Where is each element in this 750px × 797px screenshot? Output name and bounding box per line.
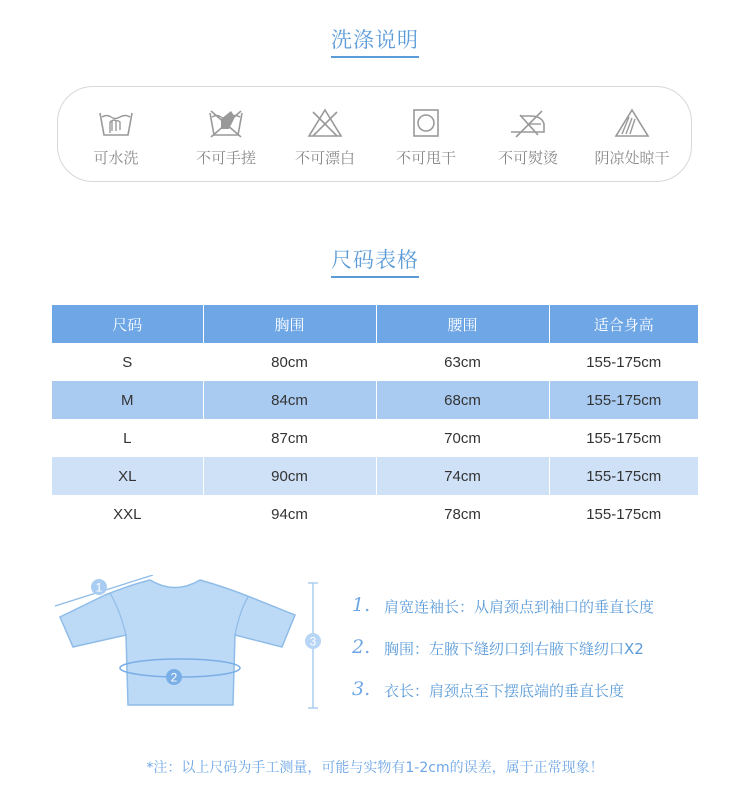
svg-text:1: 1 [95, 580, 103, 595]
care-instructions-panel [57, 86, 692, 182]
table-cell: M [52, 381, 203, 419]
table-row [52, 457, 698, 495]
table-cell: 155-175cm [549, 381, 698, 419]
table-cell: 74cm [376, 457, 549, 495]
measurement-number: 3. [352, 678, 371, 700]
garment-shape [60, 580, 295, 705]
measurement-item [352, 636, 654, 678]
column-header: 适合身高 [549, 305, 698, 343]
column-header: 腰围 [376, 305, 549, 343]
care-label: 不可甩干 [395, 149, 456, 167]
no-bleach-icon [305, 107, 345, 139]
table-row [52, 495, 698, 533]
svg-text:3: 3 [309, 634, 317, 649]
care-label: 不可漂白 [294, 149, 355, 167]
measurement-number: 2. [352, 636, 371, 658]
no-tumble-dry-icon [406, 107, 446, 139]
table-cell: 68cm [376, 381, 549, 419]
footnote: *注：以上尺码为手工测量，可能与实物有1-2cm的误差，属于正常现象！ [146, 760, 604, 776]
table-cell: 155-175cm [549, 419, 698, 457]
measurement-item [352, 678, 654, 720]
care-item-shade-dry [582, 107, 682, 168]
wash-section-title: 洗涤说明 [0, 24, 750, 58]
table-cell: L [123, 429, 132, 447]
column-header: 尺码 [52, 305, 203, 343]
no-hand-wash-icon [206, 107, 246, 139]
measurement-text: 胸围：左腋下缝纫口到右腋下缝纫口X2 [384, 640, 644, 658]
measurement-legend [352, 594, 654, 720]
table-cell: 155-175cm [549, 343, 698, 381]
table-row [52, 343, 698, 381]
care-item-no-tumble-dry [376, 107, 476, 168]
table-cell: 87cm [203, 419, 376, 457]
table-cell: 155-175cm [549, 495, 698, 533]
no-iron-icon [508, 107, 548, 139]
shade-dry-icon [612, 107, 652, 139]
measurement-text: 肩宽连袖长：从肩颈点到袖口的垂直长度 [384, 598, 655, 616]
care-label: 阴凉处晾干 [594, 149, 670, 167]
table-cell: S [122, 353, 133, 371]
size-table [52, 305, 698, 533]
measurement-item [352, 594, 654, 636]
table-cell: 78cm [376, 495, 549, 533]
table-cell: 80cm [203, 343, 376, 381]
measurement-number: 1. [352, 594, 371, 616]
table-cell: 90cm [203, 457, 376, 495]
table-cell: XXL [113, 505, 142, 523]
care-item-no-bleach [275, 107, 375, 168]
table-row [52, 381, 698, 419]
table-row [52, 419, 698, 457]
table-cell: 84cm [203, 381, 376, 419]
care-label: 不可手搓 [195, 149, 256, 167]
table-cell: 70cm [376, 419, 549, 457]
table-cell: 63cm [376, 343, 549, 381]
table-cell: XL [52, 457, 203, 495]
care-label: 可水洗 [93, 149, 139, 167]
care-item-no-iron [478, 107, 578, 168]
svg-text:2: 2 [170, 670, 178, 685]
care-item-hand-wash [66, 107, 166, 168]
measurement-text: 衣长：肩颈点至下摆底端的垂直长度 [384, 682, 625, 700]
column-header: 胸围 [203, 305, 376, 343]
size-section-title: 尺码表格 [0, 244, 750, 278]
garment-diagram [50, 575, 340, 715]
care-label: 不可熨烫 [497, 149, 558, 167]
care-item-no-hand-wash [176, 107, 276, 168]
marker-3 [305, 633, 321, 649]
hand-wash-icon [96, 107, 136, 139]
marker-2 [166, 669, 182, 685]
marker-1 [91, 579, 107, 595]
table-cell: 94cm [203, 495, 376, 533]
table-header-row [52, 305, 698, 343]
table-cell: 155-175cm [549, 457, 698, 495]
